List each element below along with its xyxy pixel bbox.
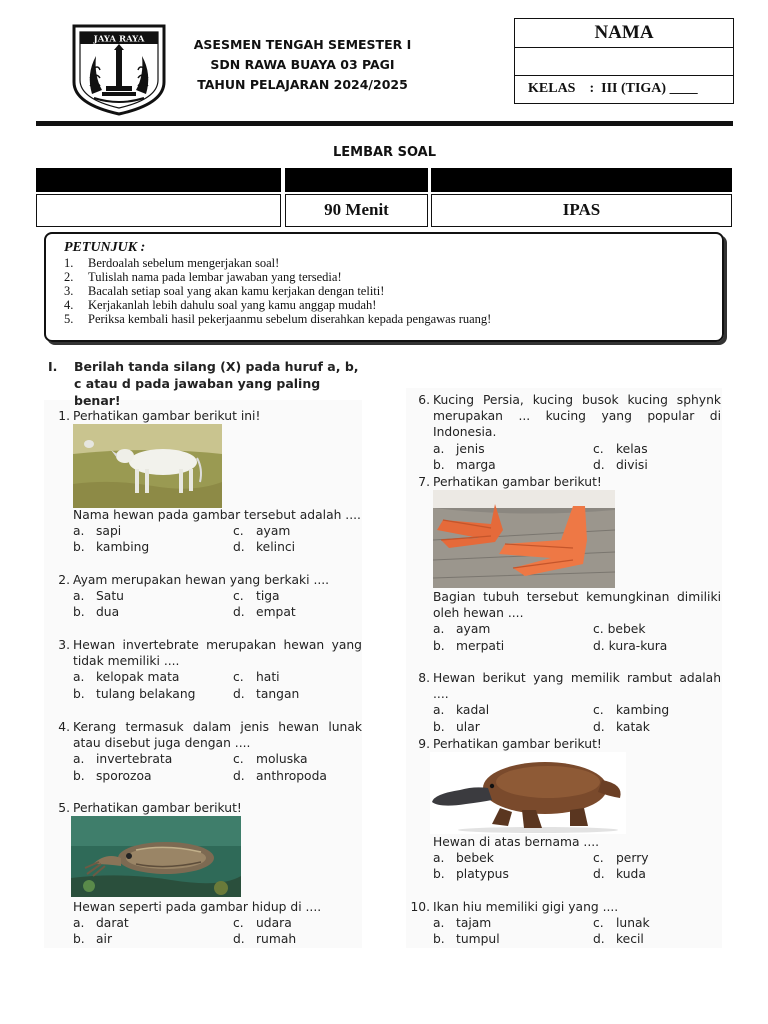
option-9c[interactable]: c. perry — [593, 851, 649, 866]
question-6: 6. Kucing Persia, kucing busok kucing sphynk merupakan ... kucing yang popular di Indonesia. a. jenis c. kelas b. marga d. divisi — [418, 393, 721, 472]
option-1c[interactable]: c. ayam — [233, 524, 291, 539]
name-field[interactable] — [515, 48, 733, 76]
header-title — [190, 35, 415, 95]
option-7b[interactable]: b. merpati — [433, 638, 505, 653]
question-3: 3. Hewan invertebrate merupakan hewan yang tidak memiliki .... a. kelopak mata c. hati b. tulang belakang d. tangan — [58, 638, 362, 701]
option-6d[interactable]: d. divisi — [593, 457, 648, 472]
info-cell-blank — [36, 194, 281, 227]
option-4a[interactable]: a. invertebrata — [73, 752, 173, 767]
option-3b[interactable]: b. tulang belakang — [73, 686, 196, 701]
cow-image — [73, 424, 222, 508]
student-name-box — [514, 18, 734, 104]
info-header-cell-1 — [36, 168, 281, 192]
option-9d[interactable]: d. kuda — [593, 867, 646, 882]
option-6b[interactable]: b. marga — [433, 457, 496, 472]
option-8c[interactable]: c. kambing — [593, 703, 670, 718]
school-logo — [72, 24, 166, 116]
option-2c[interactable]: c. tiga — [233, 589, 280, 604]
instruction-item: 3. Bacalah setiap soal yang akan kamu kerjakan dengan teliti! — [64, 284, 385, 298]
option-5c[interactable]: c. udara — [233, 916, 292, 931]
option-3c[interactable]: c. hati — [233, 670, 280, 685]
duck-feet-image — [433, 490, 615, 588]
option-5d[interactable]: d. rumah — [233, 932, 297, 947]
info-header-cell-2 — [285, 168, 428, 192]
option-7c[interactable]: c. bebek — [593, 622, 646, 637]
info-cell-time: 90 Menit — [285, 194, 428, 227]
question-5-options: Hewan seperti pada gambar hidup di .... a. darat c. udara b. air d. rumah — [48, 899, 362, 948]
option-1b[interactable]: b. kambing — [73, 540, 150, 555]
instructions-title: PETUNJUK : — [64, 240, 146, 255]
option-10a[interactable]: a. tajam — [433, 916, 492, 931]
option-8a[interactable]: a. kadal — [433, 703, 490, 718]
header-line-exam: ASESMEN TENGAH SEMESTER I — [193, 37, 412, 52]
info-header-cell-3 — [431, 168, 732, 192]
option-5b[interactable]: b. air — [73, 932, 113, 947]
question-2: 2. Ayam merupakan hewan yang berkaki .... a. Satu c. tiga b. dua d. empat — [48, 572, 362, 621]
instruction-item: 1. Berdoalah sebelum mengerjakan soal! — [64, 256, 280, 270]
question-10: 10. Ikan hiu memiliki gigi yang .... a. tajam c. lunak b. tumpul d. kecil — [408, 899, 721, 948]
header-line-school: SDN RAWA BUAYA 03 PAGI — [210, 57, 395, 72]
question-9: 9. Perhatikan gambar berikut! — [418, 737, 602, 751]
question-1: 1. Perhatikan gambar berikut ini! — [58, 409, 261, 423]
option-10b[interactable]: b. tumpul — [433, 932, 500, 947]
name-label: NAMA — [515, 19, 733, 48]
option-6c[interactable]: c. kelas — [593, 441, 648, 456]
question-1-options: Nama hewan pada gambar tersebut adalah .... a. sapi c. ayam b. kambing d. kelinci — [48, 507, 362, 556]
option-8b[interactable]: b. ular — [433, 719, 480, 734]
option-10c[interactable]: c. lunak — [593, 916, 650, 931]
cuttlefish-image — [71, 816, 241, 897]
question-9-options: Hewan di atas bernama .... a. bebek c. perry b. platypus d. kuda — [408, 834, 721, 883]
option-7a[interactable]: a. ayam — [433, 622, 491, 637]
header-divider — [36, 121, 733, 126]
info-cell-subject: IPAS — [431, 194, 732, 227]
question-7: 7. Perhatikan gambar berikut! — [418, 475, 602, 489]
instructions-list — [64, 256, 722, 326]
option-4b[interactable]: b. sporozoa — [73, 768, 152, 783]
option-4d[interactable]: d. anthropoda — [233, 768, 327, 783]
class-label: KELAS : III (TIGA) ____ — [528, 81, 698, 96]
option-1a[interactable]: a. sapi — [73, 524, 122, 539]
instruction-item: 5. Periksa kembali hasil pekerjaanmu sebelum diserahkan kepada pengawas ruang! — [64, 312, 492, 326]
option-9a[interactable]: a. bebek — [433, 851, 494, 866]
option-2d[interactable]: d. empat — [233, 605, 296, 620]
option-2a[interactable]: a. Satu — [73, 589, 124, 604]
section-heading: I. Berilah tanda silang (X) pada huruf a, b, c atau d pada jawaban yang paling benar! — [48, 359, 359, 408]
instructions-box — [44, 232, 724, 342]
question-7-options: Bagian tubuh tersebut kemungkinan dimiliki oleh hewan .... a. ayam c. bebek b. merpati d. kura-kura — [433, 590, 721, 653]
option-10d[interactable]: d. kecil — [593, 932, 644, 947]
question-8: 8. Hewan berikut yang memilik rambut adalah .... a. kadal c. kambing b. ular d. katak — [418, 671, 721, 734]
option-1d[interactable]: d. kelinci — [233, 540, 296, 555]
option-3a[interactable]: a. kelopak mata — [73, 670, 180, 685]
instruction-item: 2. Tulislah nama pada lembar jawaban yang tersedia! — [64, 270, 342, 284]
platypus-image — [430, 752, 626, 834]
option-5a[interactable]: a. darat — [73, 916, 129, 931]
option-2b[interactable]: b. dua — [73, 605, 120, 620]
option-9b[interactable]: b. platypus — [433, 867, 509, 882]
option-3d[interactable]: d. tangan — [233, 686, 300, 701]
question-5: 5. Perhatikan gambar berikut! — [58, 801, 242, 815]
header-line-year: TAHUN PELAJARAN 2024/2025 — [197, 77, 408, 92]
sheet-title: LEMBAR SOAL — [332, 145, 437, 160]
instruction-item: 4. Kerjakanlah lebih dahulu soal yang kamu anggap mudah! — [64, 298, 377, 312]
option-7d[interactable]: d. kura-kura — [593, 638, 668, 653]
svg-text:JAYA RAYA: JAYA RAYA — [93, 34, 145, 45]
option-6a[interactable]: a. jenis — [433, 441, 485, 456]
option-4c[interactable]: c. moluska — [233, 752, 308, 767]
option-8d[interactable]: d. katak — [593, 719, 650, 734]
question-4: 4. Kerang termasuk dalam jenis hewan lunak atau disebut juga dengan .... a. invertebrata c. moluska b. sporozoa d. anthropoda — [58, 720, 362, 783]
